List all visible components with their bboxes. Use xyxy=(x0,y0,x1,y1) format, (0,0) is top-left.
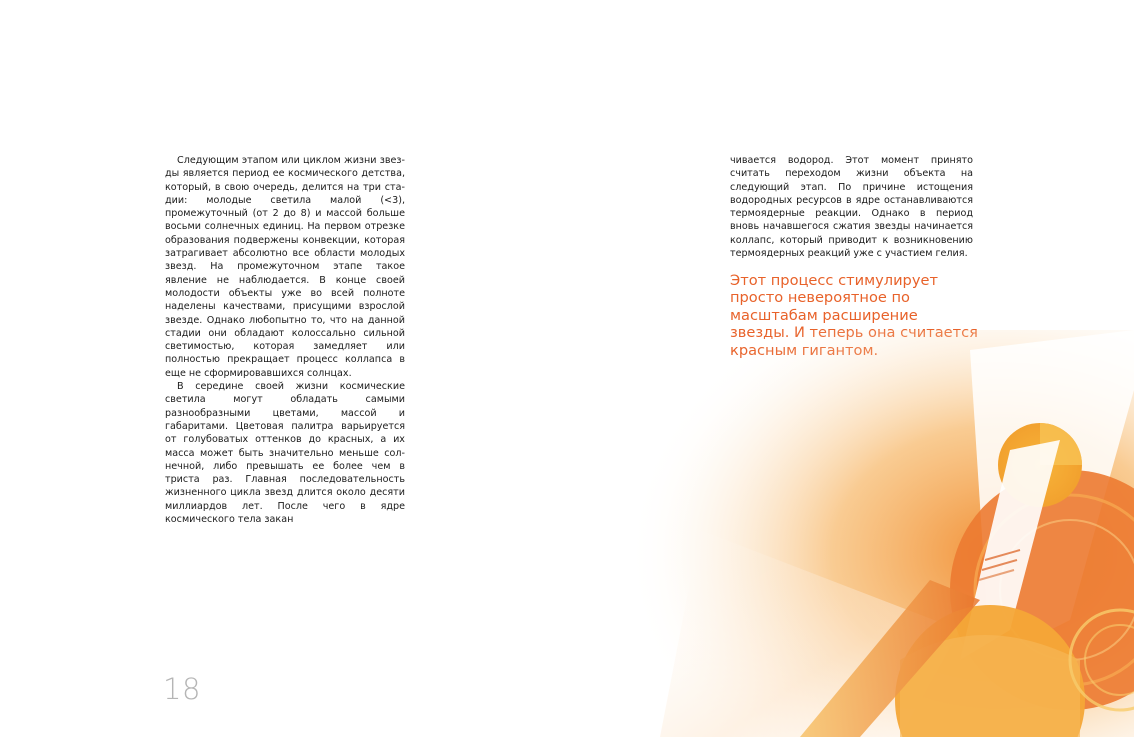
right-text-column xyxy=(730,154,973,260)
abstract-star-illustration xyxy=(600,330,1134,737)
right-paragraph: чивается водород. Этот момент принято считать переходом жизни объекта на следующий этап. По причине истощения водородных ресурсов в ядре останавливаются термоядерные реакции. Однако в период вновь начавшегося сжатия звезды начинается коллапс, который приводит к возникновению термоядерных реакций уже с участием гелия. xyxy=(730,155,973,260)
left-text-column xyxy=(165,154,405,526)
left-paragraph-1: Следующим этапом или циклом жизни звезды является период ее космического детства, который, в свою очередь, делится на три стадии: молодые светила малой (<3), промежуточный (от 2 до 8) и массой больше восьми солнечных единиц. На первом отрезке образования подвержены конвекции, которая затрагивает абсолютно все области молодых звезд. На промежуточном этапе такое явление не наблюдается. В конце своей молодости объекты уже во всей полноте наделены качествами, присущими взрослой звезде. Однако любопытно то, что на данной стадии они обладают колоссально сильной светимостью, которая замедляет или полностью прекращает процесс коллапса в еще не сформировавшихся солнцах. xyxy=(165,155,405,379)
left-paragraph-2: В середине своей жизни космические светила могут обладать самыми разнообразными цветами, массой и габаритами. Цветовая палитра варьируется от голубоватых оттенков до красных, а их масса может быть значительно меньше солнечной, либо превышать ее более чем в триста раз. Главная последовательность жизненного цикла звезд длится около десяти миллиардов лет. После чего в ядре космического тела закан xyxy=(165,381,405,526)
pullquote: Этот процесс стимулирует просто невероятное по масштабам расширение xyxy=(730,272,938,324)
page-number: 18 xyxy=(163,672,201,706)
